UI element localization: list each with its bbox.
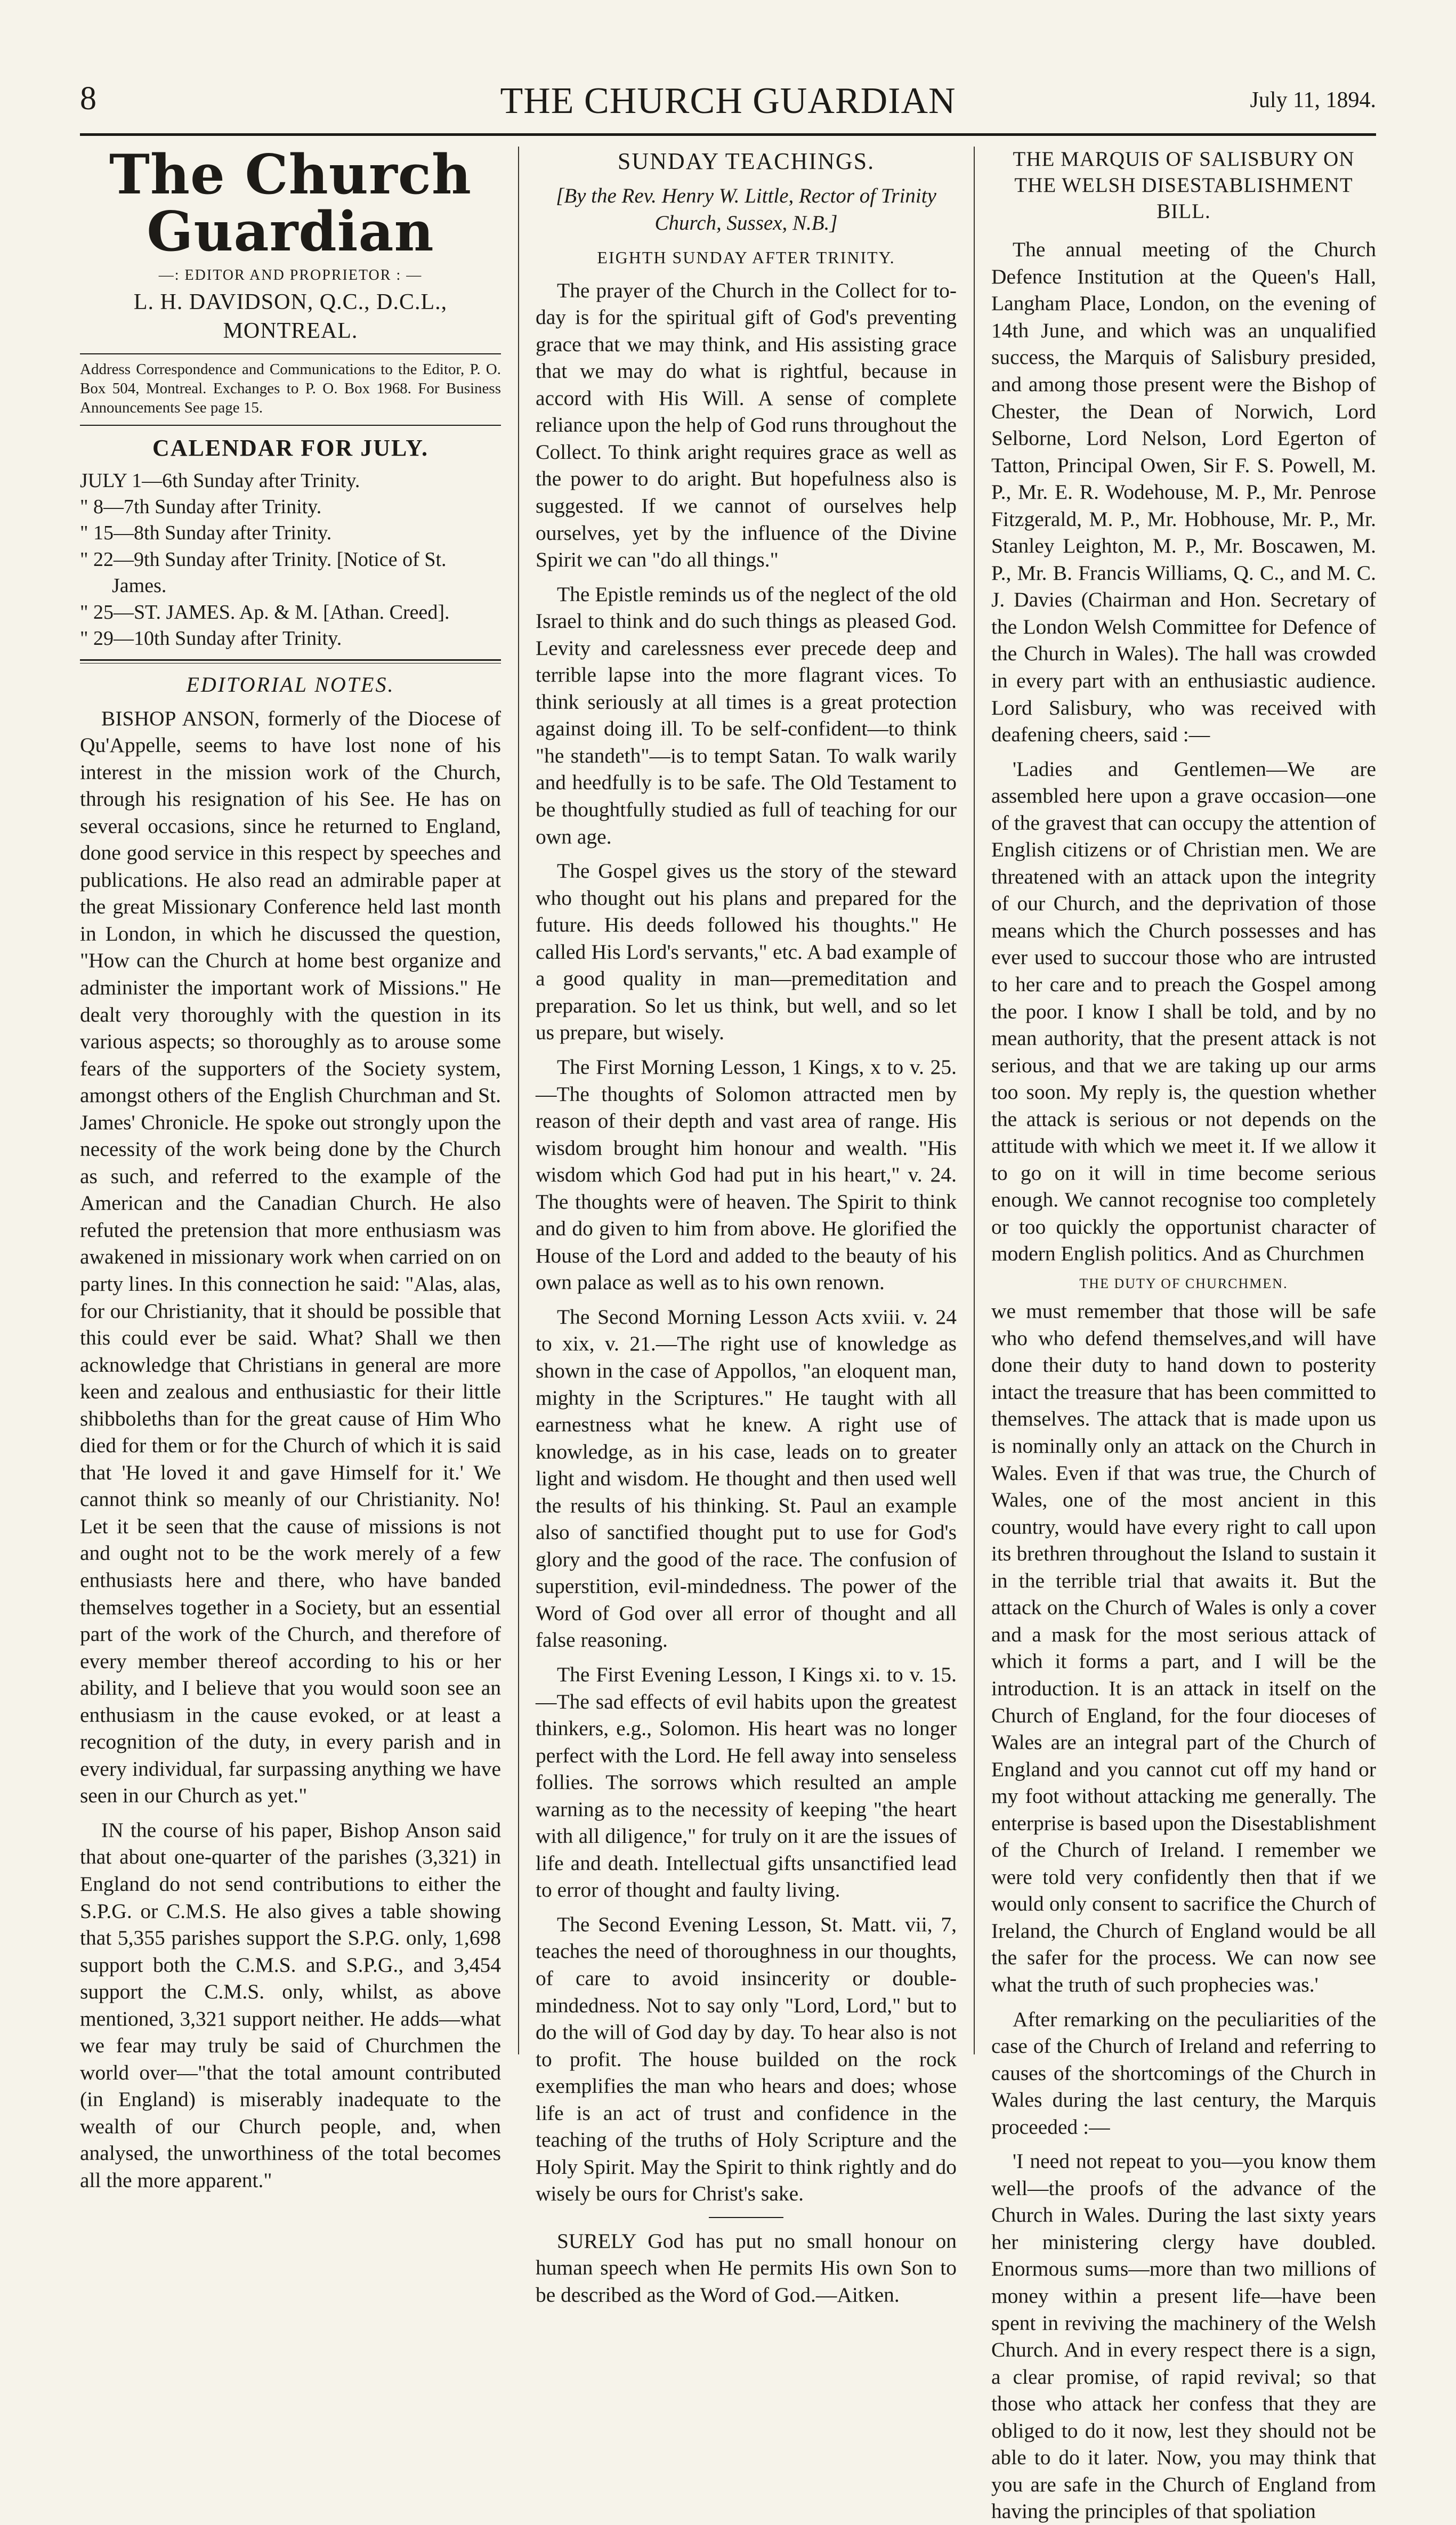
sunday-subheading: EIGHTH SUNDAY AFTER TRINITY. <box>597 247 895 267</box>
column-divider <box>974 147 975 2054</box>
sunday-paragraph: The Second Evening Lesson, St. Matt. vii, 7, teaches the need of thoroughness in our thoughts, of care to avoid insincerity or double-mindedness. Not to say only "Lord, Lord," but to do the will of God day by day. To hear also is not to profit. The house builded on the rock exemplifies the man who hears and does; whose life is an act of trust and confidence in the teaching of the truths of Holy Scripture and the Holy Spirit. May the Spirit to think rightly and do wisely be ours for Christ's sake. <box>536 1912 957 2206</box>
divider <box>709 2217 783 2218</box>
editorial-paragraph: IN the course of his paper, Bishop Anson said that about one-quarter of the parishes (3,321) in England do not send contributions to either the S.P.G. or C.M.S. He also gives a table showing that 5,355 parishes support the S.P.G. only, 1,698 support both the C.M.S. and S.P.G., and 3,454 support the C.M.S. only, whilst, as above mentioned, 3,321 support neither. He adds—what we fear may truly be said of Churchmen the world over—"that the total amount contributed (in England) is miserably inadequate to the wealth of our Church people, and, when analysed, the unworthiness of the total becomes all the more apparent." <box>80 1818 501 2192</box>
sunday-paragraph: The prayer of the Church in the Collect for to-day is for the spiritual gift of God's preventing grace that we may think, and His assisting grace that we may do what is rightful, because in accord with His Will. A sense of complete reliance upon the help of God runs throughout the Collect. To think aright requires grace as well as the power to do aright. But hopefulness also is suggested. If we cannot of ourselves help ourselves, yet by the influence of the Divine Spirit we can "do all things." <box>536 278 957 572</box>
issue-date: July 11, 1894. <box>1250 88 1376 112</box>
calendar-item: " 15—8th Sunday after Trinity. <box>80 522 332 545</box>
calendar-list <box>80 468 501 652</box>
page-number: 8 <box>80 80 96 117</box>
sunday-paragraph: The First Evening Lesson, I Kings xi. to v. 15.—The sad effects of evil habits upon the greatest thinkers, e.g., Solomon. His heart was no longer perfect with the Lord. He fell away into senseless follies. The sorrows which resulted an ample warning as to the necessity of keeping "the heart with all diligence," for truly on it are the issues of life and death. Intellectual gifts unsanctified lead to error of thought and faulty living. <box>536 1662 957 1902</box>
divider <box>80 659 501 663</box>
divider <box>80 353 501 354</box>
page-title: THE CHURCH GUARDIAN <box>500 80 956 122</box>
calendar-item: " 29—10th Sunday after Trinity. <box>80 627 342 650</box>
column-middle <box>536 147 957 2307</box>
column-right <box>991 147 1376 2523</box>
sunday-paragraph: The Gospel gives us the story of the steward who thought out his plans and prepared for the future. His deeds followed his thoughts." He called His Lord's servants," etc. A bad example of a good quality in man—premeditation and preparation. So let us think, but well, and so let us prepare, but wisely. <box>536 859 957 1045</box>
divider <box>80 425 501 426</box>
calendar-heading: CALENDAR FOR JULY. <box>152 435 429 462</box>
sunday-heading: SUNDAY TEACHINGS. <box>617 148 875 174</box>
header-rule <box>80 133 1376 136</box>
masthead-title: The Church Guardian <box>109 143 472 264</box>
article-paragraph: 'I need not repeat to you—you know them well—the proofs of the advance of the Church in Wales. During the last sixty years her ministering clergy have doubled. Enormous sums—more than two millions of money within a present life—have been spent in reviving the machinery of the Welsh Church. And in every respect there is a sign, a clear promise, of rapid revival; so that those who attack her confess that they are obliged to do it now, lest they should not be able to do it later. Now, you may think that you are safe in the Church of England from having the principles of that spoliation <box>991 2149 1376 2523</box>
sunday-paragraph: The First Morning Lesson, 1 Kings, x to v. 25.—The thoughts of Solomon attracted men by reason of their depth and vast area of range. His wisdom brought him honour and wealth. "His wisdom which God had put in his heart," v. 24. The thoughts were of heaven. The Spirit to think and do given to him from above. He glorified the House of the Lord and added to the beauty of his own palace as well as to his own renown. <box>536 1055 957 1294</box>
sunday-byline: [By the Rev. Henry W. Little, Rector of Trinity Church, Sussex, N.B.] <box>556 184 936 234</box>
sunday-paragraph: The Epistle reminds us of the neglect of the old Israel to think and do such things as pleased God. Levity and carelessness ever precede deep and terrible lapse into the more flagrant vices. To think seriously at all times is a great protection against doing ill. To be self-confident—to think "he standeth"—is to tempt Satan. To walk warily and heedfully is to be safe. The Old Testament to be thoughtfully studied as full of teaching for our own age. <box>536 582 957 848</box>
calendar-item: " 22—9th Sunday after Trinity. [Notice of St. James. <box>80 548 447 597</box>
sunday-paragraph: The Second Morning Lesson Acts xviii. v. 24 to xix, v. 21.—The right use of knowledge as shown in the case of Appollos, "an eloquent man, mighty in the Scriptures." He taught with all earnestness what he knew. A right use of knowledge, as in his case, leads on to greater light and wisdom. He thought and then used well the results of his thinking. St. Paul an example also of sanctified thought put to use for God's glory and the good of the race. The confusion of superstition, evil-mindedness. The power of the Word of God over all error of thought and all false reasoning. <box>536 1305 957 1652</box>
article-heading: THE MARQUIS OF SALISBURY ON THE WELSH DISESTABLISHMENT BILL. <box>1013 148 1355 223</box>
editorial-heading: EDITORIAL NOTES. <box>186 673 395 697</box>
article-paragraph: The annual meeting of the Church Defence Institution at the Queen's Hall, Langham Place, London, on the evening of 14th June, and which was an unqualified success, the Marquis of Salisbury presided, and among those present were the Bishop of Chester, the Dean of Norwich, Lord Selborne, Lord Nelson, Lord Egerton of Tatton, Principal Owen, Sir F. S. Powell, M. P., Mr. E. R. Wodehouse, M. P., Mr. Penrose Fitzgerald, M. P., Mr. Hobhouse, Mr. P., Mr. Stanley Leighton, M. P., Mr. Boscawen, M. P., Mr. B. Francis Williams, Q. C., and M. C. J. Davies (Chairman and Hon. Secretary of the London Welsh Committee for Defence of the Church in Wales). The hall was crowded in every part with an enthusiastic audience. Lord Salisbury, who was received with deafening cheers, said :— <box>991 238 1376 747</box>
page-header <box>80 80 1376 131</box>
address-notice: Address Correspondence and Communications to the Editor, P. O. Box 504, Montreal. Exchanges to P. O. Box 1968. For Business Announcements See page 15. <box>80 360 501 417</box>
article-paragraph: we must remember that those will be safe who who defend themselves,and will have done their duty to hand down to posterity intact the treasure that has been committed to themselves. The attack that is made upon us is nominally only an attack on the Church in Wales. Even if that was true, the Church of Wales, one of the most ancient in this country, would have every right to call upon its brethren throughout the Island to sustain it in the terrible trial that awaits it. But the attack on the Church of Wales is only a cover and a mask for the most serious attack of which it forms a part, and I will be the introduction. It is an attack in itself on the Church of England, for the four dioceses of Wales are an integral part of the Church of England and you cannot cut off my hand or my foot without attacking me generally. The enterprise is based upon the Disestablishment of the Church of Ireland. I remember we were told very confidently then that if we would only consent to sacrifice the Church of Ireland, the Church of England would be all the safer for the process. We can now see what the truth of such prophecies was.' <box>991 1299 1376 1996</box>
editorial-paragraph: BISHOP ANSON, formerly of the Diocese of Qu'Appelle, seems to have lost none of his interest in the mission work of the Church, through his resignation of his See. He has on several occasions, since he returned to England, done good service in this respect by speeches and publications. He also read an admirable paper at the great Missionary Conference held last month in London, in which he discussed the question, "How can the Church at home best organize and administer the important work of Missions." He dealt very thoroughly with the question in its various aspects; so thoroughly as to arouse some fears of the supporters of the Society system, amongst others of the English Churchman and St. James' Chronicle. He spoke out strongly upon the necessity of the work being done by the Church as such, and referred to the example of the American and the Canadian Church. He also refuted the pretension that more enthusiasm was awakened in missionary work when carried on on party lines. In this connection he said: "Alas, alas, for our Christianity, that it should be possible that this could ever be said. What? Shall we then acknowledge that Christians in general are more keen and zealous and enthusiastic for their little shibboleths than for the great cause of Him Who died for them or for the Church of which it is said that 'He loved it and gave Himself for it.' We cannot think so meanly of our Christianity. No! Let it be seen that the cause of missions is not and ought not to be the work merely of a few enthusiasts here and there, who have banded themselves together in a Society, but an essential part of the work of the Church, and therefore of every member thereof according to his or her ability, and I believe that you would soon see an enthusiasm in the cause evoked, or at least a recognition of the duty, in every parish and in every individual, far surpassing anything we have seen in our Church as yet." <box>80 706 501 1808</box>
article-subheading: THE DUTY OF CHURCHMEN. <box>1079 1276 1288 1292</box>
calendar-item: JULY 1—6th Sunday after Trinity. <box>80 469 360 492</box>
column-divider <box>518 147 519 2054</box>
calendar-item: " 25—ST. JAMES. Ap. & M. [Athan. Creed]. <box>80 601 450 624</box>
calendar-item: " 8—7th Sunday after Trinity. <box>80 495 322 518</box>
editor-name: L. H. DAVIDSON, Q.C., D.C.L., MONTREAL. <box>133 290 448 343</box>
sunday-paragraph: SURELY God has put no small honour on human speech when He permits His own Son to be described as the Word of God.—Aitken. <box>536 2229 957 2307</box>
article-paragraph: 'Ladies and Gentlemen—We are assembled here upon a grave occasion—one of the gravest that can occupy the attention of English citizens or of Christian men. We are threatened with an attack upon the integrity of our Church, and the deprivation of those means which the Church possesses and has ever used to succour those who are intrusted to her care and to preach the Gospel among the poor. I know I shall be told, and by no mean authority, that the present attack is not serious, and that we are taking up our arms too soon. My reply is, the question whether the attack is serious or not depends on the attitude with which we meet it. If we allow it to go on it will in time become serious enough. We cannot recognise too completely or too quickly the opportunist character of modern English politics. And as Churchmen <box>991 757 1376 1266</box>
article-paragraph: After remarking on the peculiarities of the case of the Church of Ireland and referring to causes of the shortcomings of the Church in Wales during the last century, the Marquis proceeded :— <box>991 2007 1376 2139</box>
column-left <box>80 143 501 2192</box>
editor-line: —: EDITOR AND PROPRIETOR : — <box>158 267 423 284</box>
